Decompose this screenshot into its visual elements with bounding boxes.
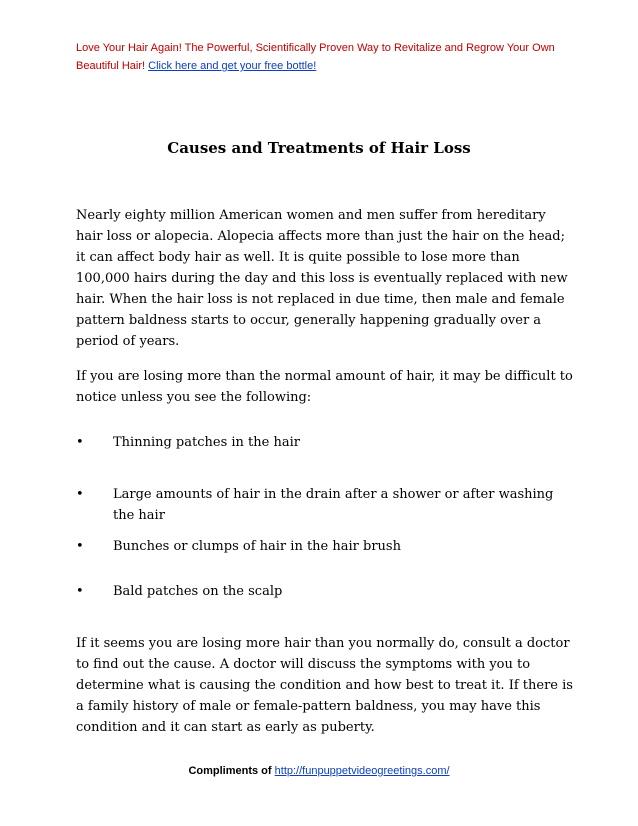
footer [0,763,638,779]
promo-banner [76,39,576,75]
list-item-text: Bald patches on the scalp [113,584,283,599]
bullet-marker: • [76,487,84,502]
promo-text: Love Your Hair Again! The Powerful, Scientifically Proven Way to Revitalize and Regrow Your Own Beautiful Hair! [76,42,555,72]
page-title: Causes and Treatments of Hair Loss [167,139,471,157]
list-item-text: Bunches or clumps of hair in the hair brush [113,539,401,554]
footer-link[interactable]: http://funpuppetvideogreetings.com/ [274,765,450,777]
list-item-text: Large amounts of hair in the drain after a shower or after washing the hair [113,487,554,523]
promo-link[interactable]: Click here and get your free bottle! [148,60,317,72]
list-item [76,484,576,526]
bullet-marker: • [76,539,84,554]
bullet-marker: • [76,584,84,599]
list-item [76,536,576,557]
intro-paragraph: Nearly eighty million American women and men suffer from hereditary hair loss or alopecia. Alopecia affects more than just the hair on the head; it can affect body hair as well. It is quite possible to lose more than 100,000 hairs during the day and this loss is eventually replaced with new hair. When the hair loss is not replaced in due time, then male and female pattern baldness starts to occur, generally happening gradually over a period of years. [76,208,568,349]
list-item [76,581,576,602]
bullet-marker: • [76,435,84,450]
footer-label: Compliments of [188,765,272,777]
advice-paragraph: If it seems you are losing more hair than you normally do, consult a doctor to find out the cause. A doctor will discuss the symptoms with you to determine what is causing the condition and how best to treat it. If there is a family history of male or female-pattern baldness, you may have this condition and it can start as early as puberty. [76,636,573,735]
symptoms-intro-paragraph: If you are losing more than the normal amount of hair, it may be difficult to notice unless you see the following: [76,369,573,405]
list-item [76,432,576,453]
list-item-text: Thinning patches in the hair [113,435,300,450]
